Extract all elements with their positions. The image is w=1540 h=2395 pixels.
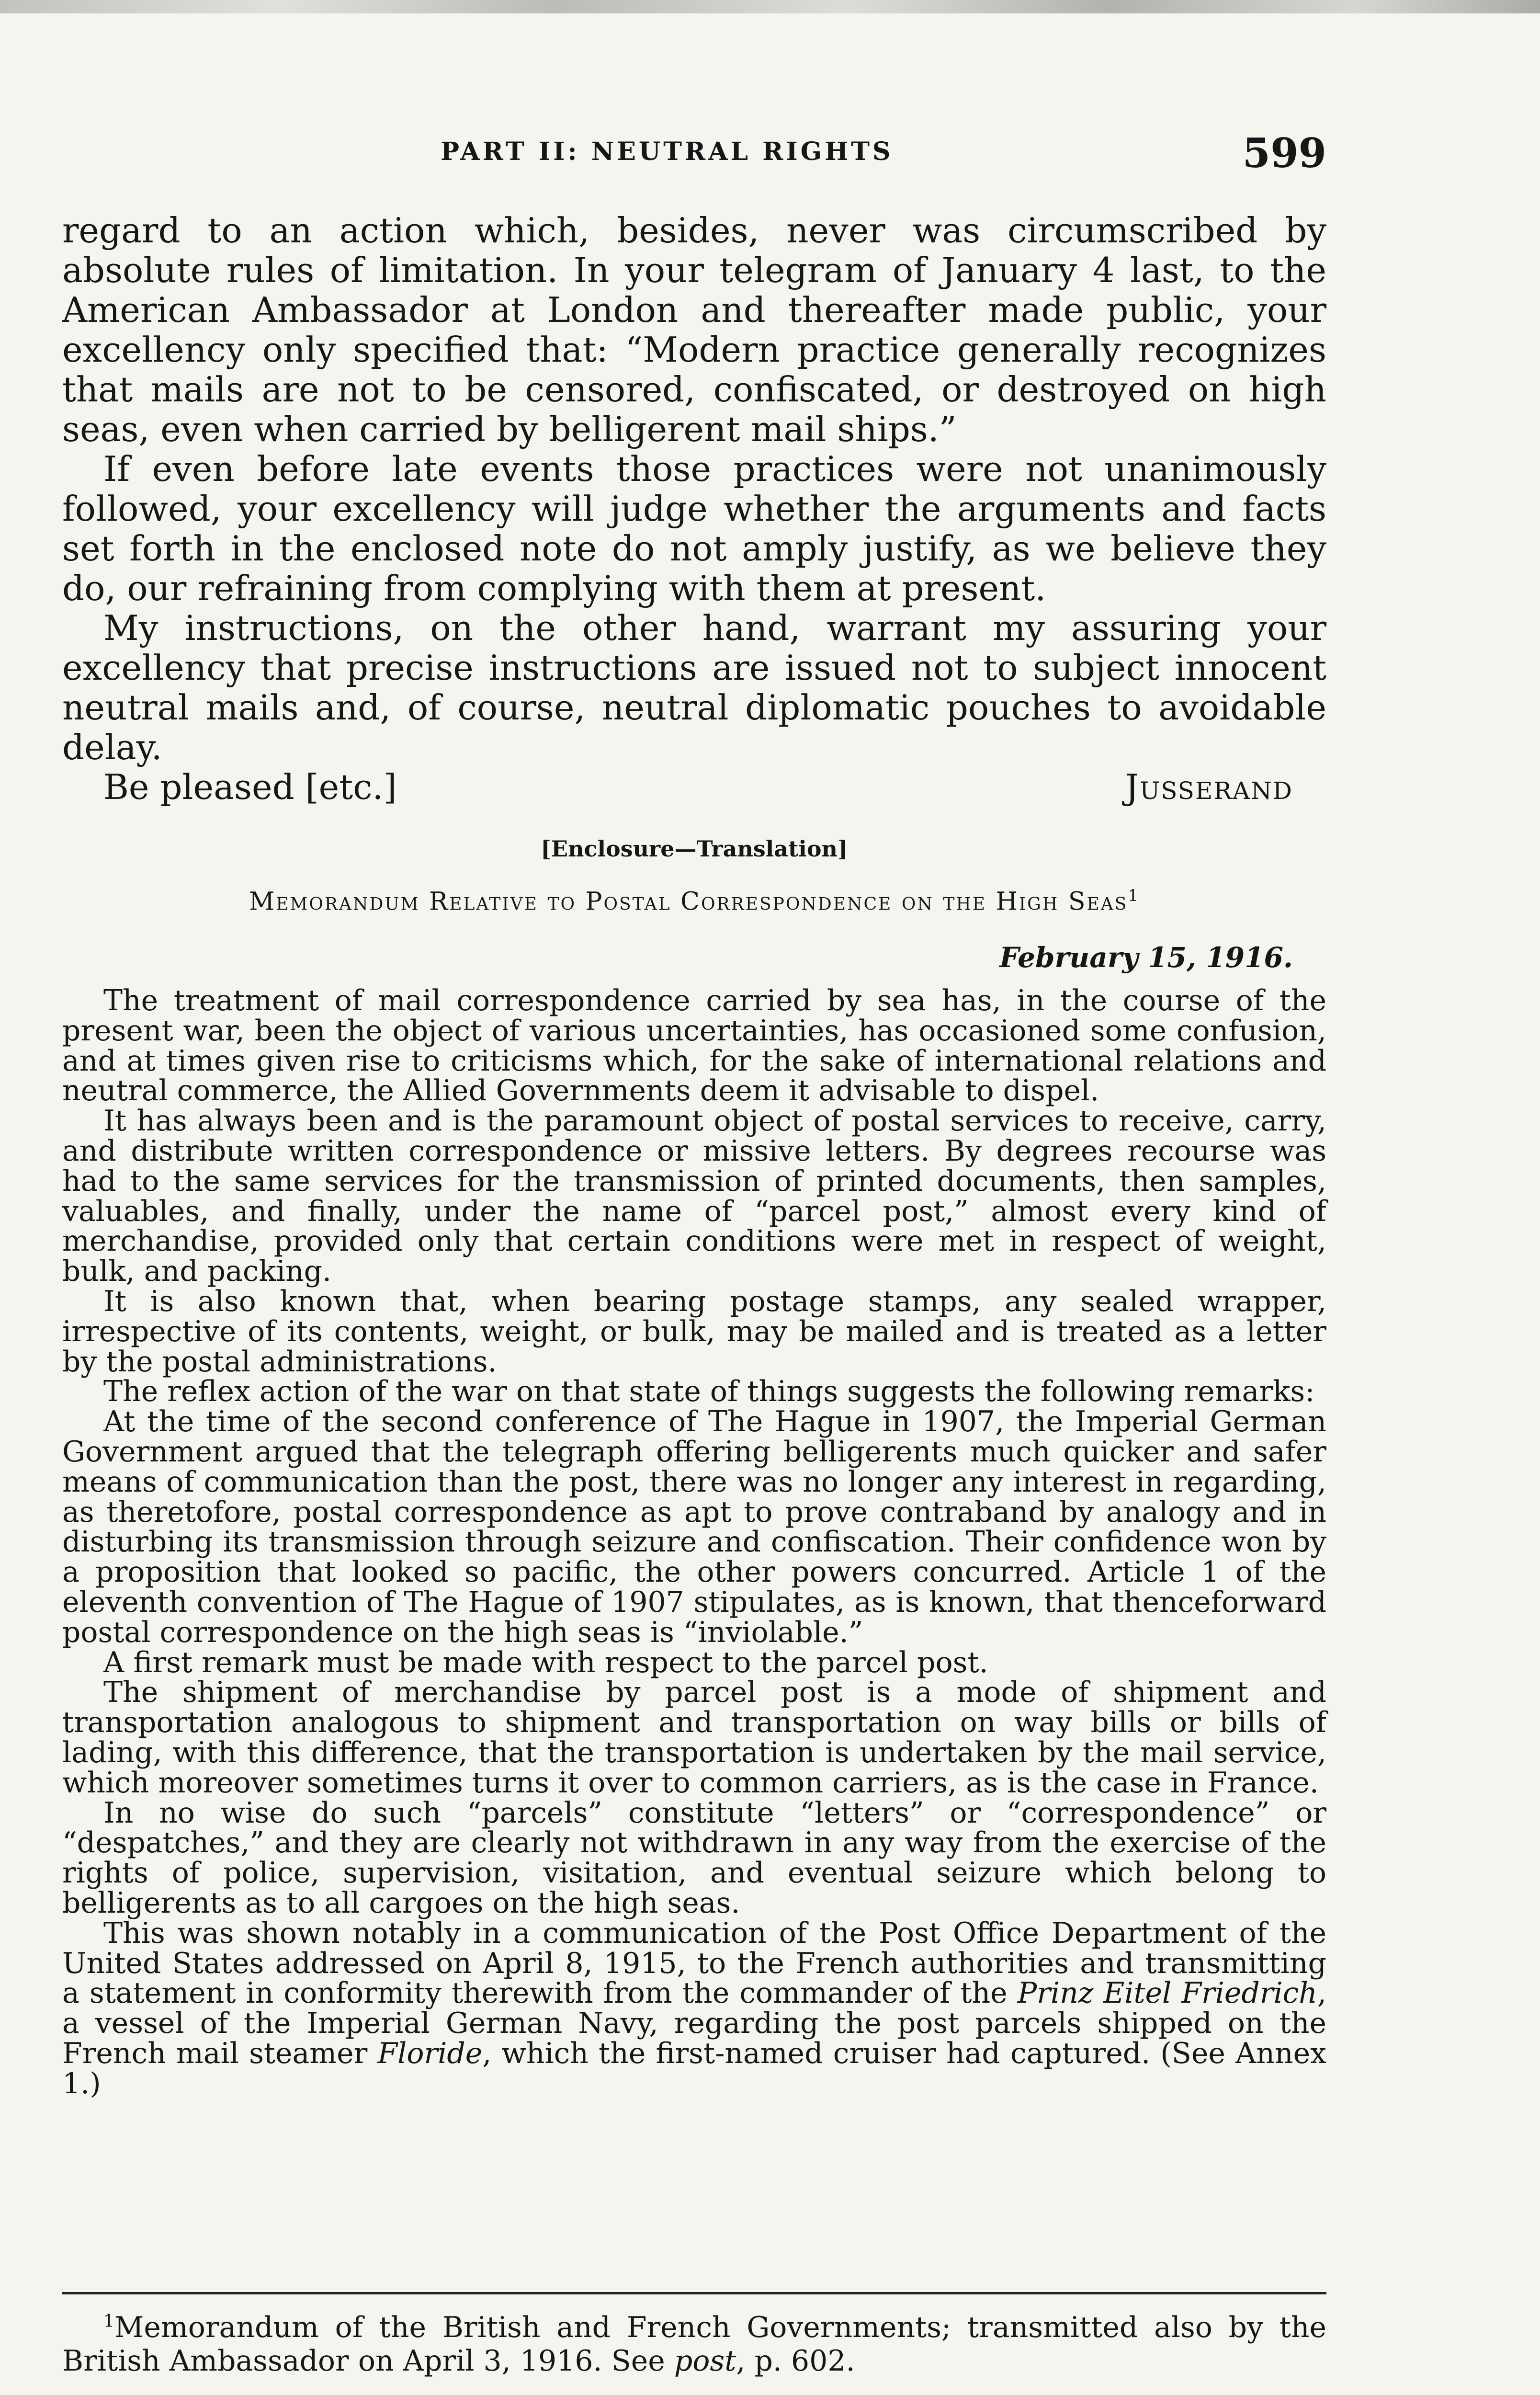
memo-last-part3: , which the first-named cruiser had captured. (See Annex 1.) (62, 2036, 1326, 2100)
memo-last-part1: This was shown notably in a communication of the Post Office Department of the United States addressed on April 8, 1915, to the French authorities and transmitting a statement in conformity therewith from the commander of the (62, 1916, 1326, 2010)
memorandum-title (62, 886, 1326, 916)
letter-paragraph: If even before late events those practices were not unanimously followed, your excellency will judge whether the arguments and facts set forth in the enclosed note do not amply justify, as we believe they do, our refraining from complying with them at present. (62, 449, 1326, 608)
memorandum-date: February 15, 1916. (999, 941, 1293, 974)
footnote-marker: 1 (1128, 886, 1140, 905)
footnote-mark: 1 (103, 2312, 114, 2331)
footnote-page-ref: , p. 602. (736, 2344, 855, 2378)
running-head (62, 129, 1326, 177)
memo-paragraph: In no wise do such “parcels” constitute “letters” or “correspondence” or “despatches,” and they are clearly not withdrawn in any way from the exercise of the rights of police, supervision, visitation, and eventual seizure which belong to belligerents as to all cargoes on the high seas. (62, 1796, 1326, 1920)
footnote-rule (62, 2292, 1326, 2294)
memo-last-part2: , a vessel of the Imperial German Navy, regarding the post parcels shipped on the French mail steamer (62, 1976, 1326, 2070)
letter-paragraph: My instructions, on the other hand, warrant my assuring your excellency that precise instructions are issued not to subject innocent neutral mails and, of course, neutral diplomatic pouches to avoidable delay. (62, 608, 1326, 767)
scan-edge (0, 0, 1540, 13)
memo-paragraph: At the time of the second conference of The Hague in 1907, the Imperial German Government argued that the telegraph offering belligerents much quicker and safer means of communication than the post, there was no longer any interest in regarding, as theretofore, postal correspondence as apt to prove contraband by analogy and in disturbing its transmission through seizure and confiscation. Their confidence won by a proposition that looked so pacific, the other powers concurred. Article 1 of the eleventh convention of The Hague of 1907 stipulates, as is known, that thenceforward postal correspondence on the high seas is “inviolable.” (62, 1405, 1326, 1649)
memorandum-title-text: Memorandum Relative to Postal Correspondence on the High Seas (249, 887, 1128, 916)
memorandum-body (62, 986, 1326, 2098)
footnote-post: post (674, 2344, 736, 2378)
memo-paragraph: It has always been and is the paramount object of postal services to receive, carry, and distribute written correspondence or missive letters. By degrees recourse was had to the same services for the transmission of printed documents, then samples, valuables, and finally, under the name of “parcel post,” almost every kind of merchandise, provided only that certain conditions were met in respect of weight, bulk, and packing. (62, 1104, 1326, 1289)
footnote-text: Memorandum of the British and French Governments; transmitted also by the British Ambassador on April 3, 1916. See (62, 2311, 1326, 2378)
running-head-title: PART II: NEUTRAL RIGHTS (441, 137, 894, 166)
footnote (62, 2305, 1326, 2378)
memo-paragraph: The shipment of merchandise by parcel post is a mode of shipment and transportation analogous to shipment and transportation on way bills or bills of lading, with this difference, that the transportation is undertaken by the mail service, which moreover sometimes turns it over to common carriers, as is the case in France. (62, 1676, 1326, 1800)
memo-paragraph: A first remark must be made with respect to the parcel post. (103, 1645, 988, 1679)
letter-paragraph: regard to an action which, besides, never was circumscribed by absolute rules of limitation. In your telegram of January 4 last, to the American Ambassador at London and thereafter made public, your excellency only specified that: “Modern practice generally recognizes that mails are not to be censored, confiscated, or destroyed on high seas, even when carried by belligerent mail ships.” (62, 210, 1326, 449)
page-number: 599 (1242, 129, 1326, 177)
ship-name-floride: Floride (377, 2036, 483, 2070)
memo-paragraph: The reflex action of the war on that state of things suggests the following remarks: (103, 1375, 1315, 1409)
footnote-paragraph (62, 2305, 1326, 2378)
ship-name-prinz: Prinz Eitel Friedrich (1017, 1976, 1317, 2010)
memo-paragraph: It is also known that, when bearing postage stamps, any sealed wrapper, irrespective of its contents, weight, or bulk, may be mailed and is treated as a letter by the postal administrations. (62, 1284, 1326, 1379)
letter-closing-line (62, 767, 1326, 807)
letter-closing: Be pleased [etc.] (103, 767, 397, 807)
letter-text (62, 211, 1326, 807)
memo-paragraph-last (62, 1918, 1326, 2099)
enclosure-label: [Enclosure—Translation] (541, 836, 848, 862)
memo-paragraph: The treatment of mail correspondence carried by sea has, in the course of the present war, been the object of various uncertainties, has occasioned some confusion, and at times given rise to criticisms which, for the sake of international relations and neutral commerce, the Allied Governments deem it advisable to dispel. (62, 984, 1326, 1108)
letter-signature: Jusserand (1125, 767, 1293, 807)
